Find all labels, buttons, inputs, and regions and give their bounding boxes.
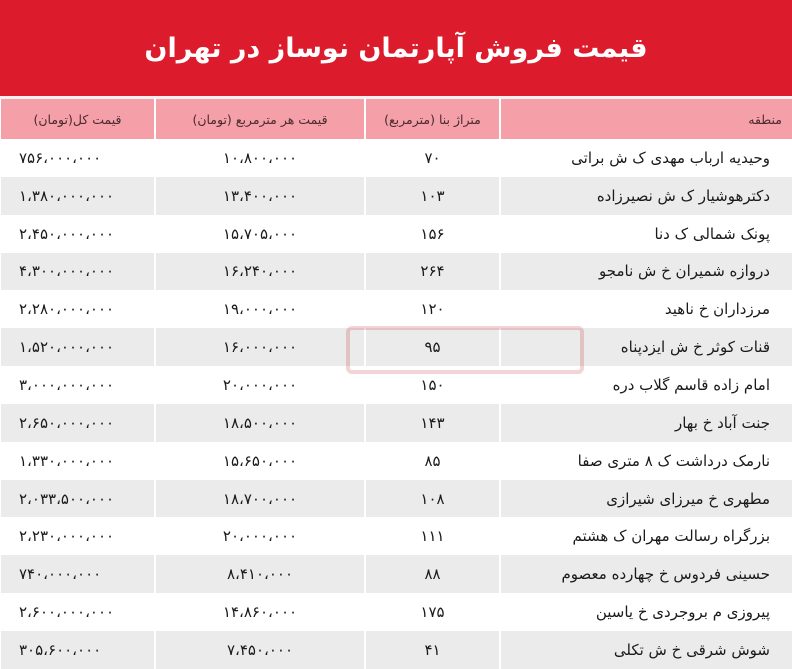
cell-price-per-sqm: ۱۵،۷۰۵،۰۰۰ <box>155 215 365 253</box>
table-body <box>0 139 792 669</box>
cell-total-price: ۳۰۵،۶۰۰،۰۰۰ <box>0 631 155 669</box>
table-row <box>0 253 792 291</box>
table-row <box>0 555 792 593</box>
table-row <box>0 328 792 366</box>
cell-total-price: ۲،۶۰۰،۰۰۰،۰۰۰ <box>0 593 155 631</box>
cell-area: پیروزی م بروجردی خ یاسین <box>500 593 792 631</box>
cell-area: بزرگراه رسالت مهران ک هشتم <box>500 517 792 555</box>
cell-area: قنات کوثر خ ش ایزدپناه <box>500 328 792 366</box>
table-row <box>0 215 792 253</box>
cell-size: ۱۰۸ <box>365 480 500 518</box>
header-area: منطقه <box>500 99 792 139</box>
cell-size: ۱۴۳ <box>365 404 500 442</box>
cell-area: نارمک درداشت ک ۸ متری صفا <box>500 442 792 480</box>
cell-area: مطهری خ میرزای شیرازی <box>500 480 792 518</box>
cell-size: ۹۵ <box>365 328 500 366</box>
table-row <box>0 177 792 215</box>
table-header <box>0 99 792 139</box>
cell-total-price: ۴،۳۰۰،۰۰۰،۰۰۰ <box>0 253 155 291</box>
cell-price-per-sqm: ۱۵،۶۵۰،۰۰۰ <box>155 442 365 480</box>
cell-price-per-sqm: ۱۶،۰۰۰،۰۰۰ <box>155 328 365 366</box>
table-row <box>0 593 792 631</box>
table-row <box>0 404 792 442</box>
header-total-price: قیمت کل(تومان) <box>0 99 155 139</box>
cell-total-price: ۲،۲۸۰،۰۰۰،۰۰۰ <box>0 290 155 328</box>
table-row <box>0 139 792 177</box>
cell-total-price: ۳،۰۰۰،۰۰۰،۰۰۰ <box>0 366 155 404</box>
header-size: متراژ بنا (مترمربع) <box>365 99 500 139</box>
table-row <box>0 442 792 480</box>
cell-total-price: ۱،۵۲۰،۰۰۰،۰۰۰ <box>0 328 155 366</box>
cell-size: ۸۸ <box>365 555 500 593</box>
cell-size: ۱۲۰ <box>365 290 500 328</box>
cell-price-per-sqm: ۲۰،۰۰۰،۰۰۰ <box>155 366 365 404</box>
cell-size: ۲۶۴ <box>365 253 500 291</box>
cell-total-price: ۲،۶۵۰،۰۰۰،۰۰۰ <box>0 404 155 442</box>
cell-area: حسینی فردوس خ چهارده معصوم <box>500 555 792 593</box>
cell-area: پونک شمالی ک دنا <box>500 215 792 253</box>
cell-total-price: ۱،۳۳۰،۰۰۰،۰۰۰ <box>0 442 155 480</box>
cell-total-price: ۲،۲۳۰،۰۰۰،۰۰۰ <box>0 517 155 555</box>
cell-price-per-sqm: ۱۹،۰۰۰،۰۰۰ <box>155 290 365 328</box>
cell-size: ۱۵۰ <box>365 366 500 404</box>
cell-area: مرزداران خ ناهید <box>500 290 792 328</box>
price-table <box>0 99 792 669</box>
cell-price-per-sqm: ۱۴،۸۶۰،۰۰۰ <box>155 593 365 631</box>
cell-area: دروازه شمیران خ ش نامجو <box>500 253 792 291</box>
table-row <box>0 517 792 555</box>
cell-size: ۱۵۶ <box>365 215 500 253</box>
page-title: قیمت فروش آپارتمان نوساز در تهران <box>0 0 792 99</box>
cell-area: وحیدیه ارباب مهدی ک ش براتی <box>500 139 792 177</box>
cell-total-price: ۲،۰۳۳،۵۰۰،۰۰۰ <box>0 480 155 518</box>
cell-price-per-sqm: ۱۸،۵۰۰،۰۰۰ <box>155 404 365 442</box>
cell-total-price: ۷۴۰،۰۰۰،۰۰۰ <box>0 555 155 593</box>
cell-size: ۱۱۱ <box>365 517 500 555</box>
cell-area: شوش شرقی خ ش تکلی <box>500 631 792 669</box>
cell-size: ۱۷۵ <box>365 593 500 631</box>
cell-size: ۸۵ <box>365 442 500 480</box>
cell-price-per-sqm: ۲۰،۰۰۰،۰۰۰ <box>155 517 365 555</box>
table-row <box>0 480 792 518</box>
cell-area: دکترهوشیار ک ش نصیرزاده <box>500 177 792 215</box>
cell-total-price: ۷۵۶،۰۰۰،۰۰۰ <box>0 139 155 177</box>
cell-price-per-sqm: ۱۸،۷۰۰،۰۰۰ <box>155 480 365 518</box>
cell-price-per-sqm: ۱۶،۲۴۰،۰۰۰ <box>155 253 365 291</box>
header-price-per-sqm: قیمت هر مترمربع (تومان) <box>155 99 365 139</box>
cell-total-price: ۲،۴۵۰،۰۰۰،۰۰۰ <box>0 215 155 253</box>
table-row <box>0 290 792 328</box>
cell-size: ۷۰ <box>365 139 500 177</box>
table-row <box>0 631 792 669</box>
table-row <box>0 366 792 404</box>
cell-area: جنت آباد خ بهار <box>500 404 792 442</box>
cell-size: ۱۰۳ <box>365 177 500 215</box>
cell-total-price: ۱،۳۸۰،۰۰۰،۰۰۰ <box>0 177 155 215</box>
cell-price-per-sqm: ۸،۴۱۰،۰۰۰ <box>155 555 365 593</box>
cell-price-per-sqm: ۱۳،۴۰۰،۰۰۰ <box>155 177 365 215</box>
cell-size: ۴۱ <box>365 631 500 669</box>
cell-price-per-sqm: ۷،۴۵۰،۰۰۰ <box>155 631 365 669</box>
cell-price-per-sqm: ۱۰،۸۰۰،۰۰۰ <box>155 139 365 177</box>
cell-area: امام زاده قاسم گلاب دره <box>500 366 792 404</box>
